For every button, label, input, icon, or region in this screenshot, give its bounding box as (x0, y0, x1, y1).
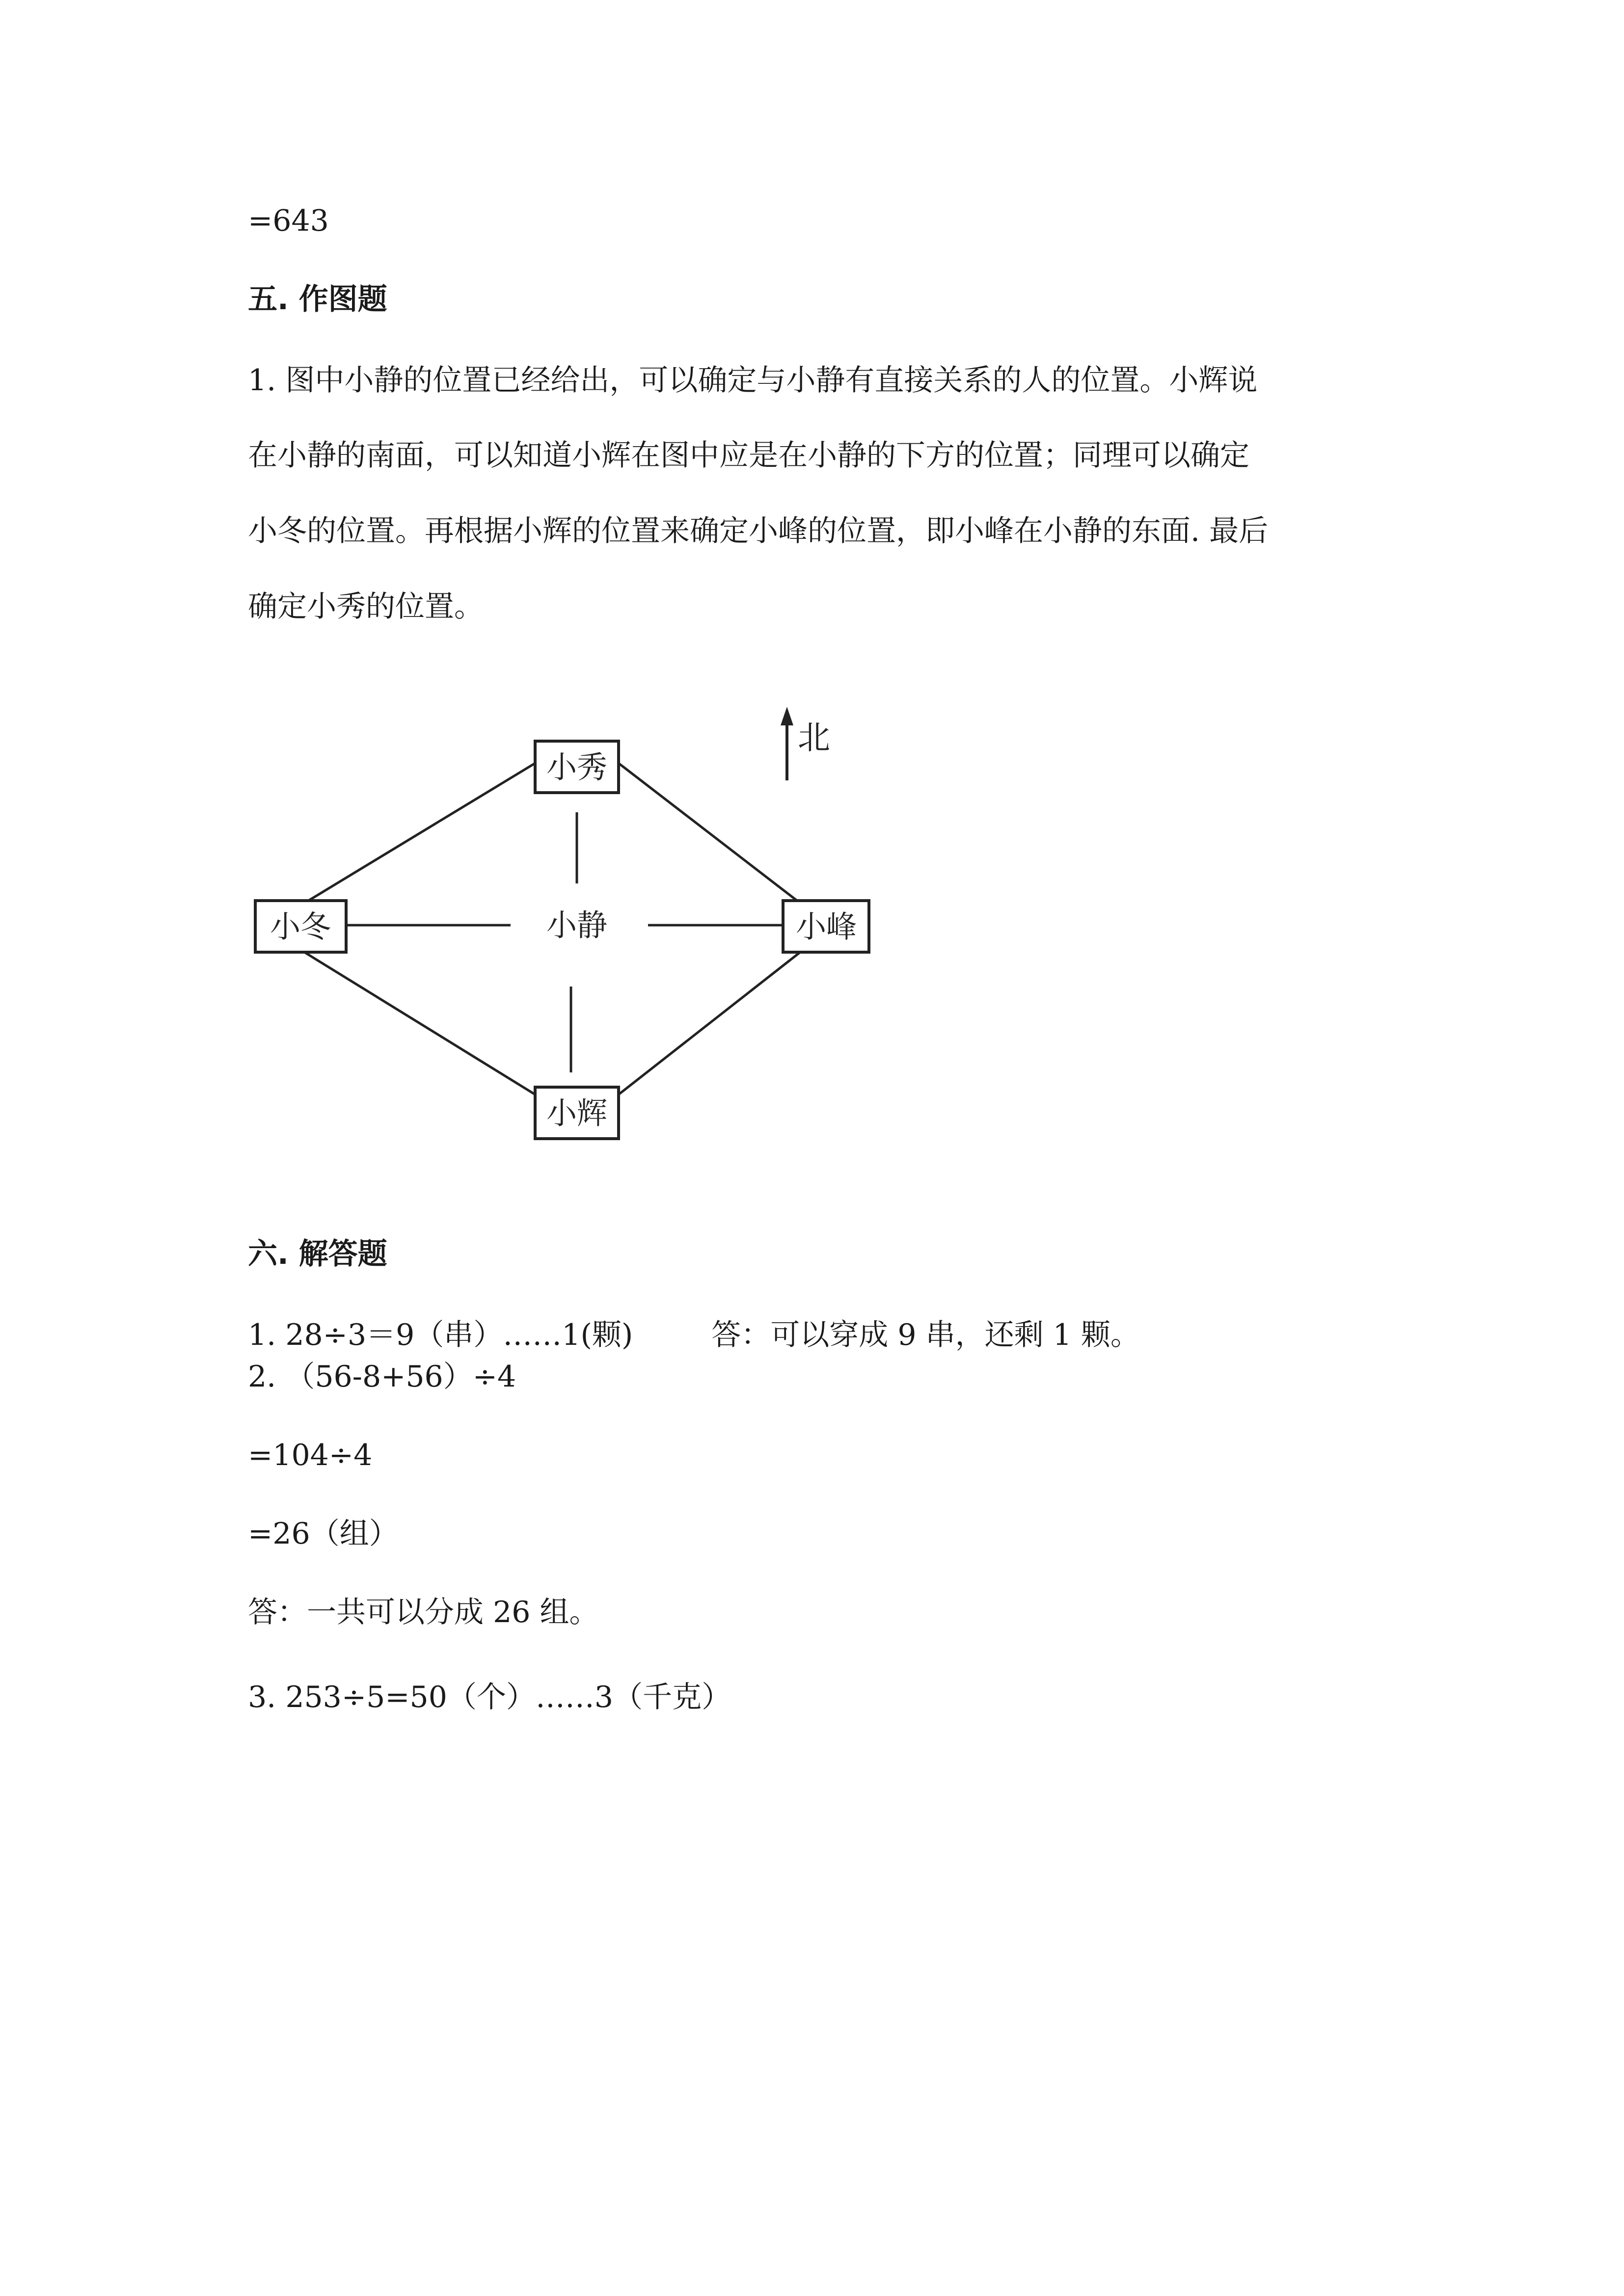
answer-1-calc: 1. 28÷3＝9（串）……1(颗) (248, 1318, 633, 1352)
answer-1-row (248, 1315, 1140, 1355)
node-feng-label: 小峰 (795, 908, 857, 945)
edge-xiu-dong (304, 763, 535, 903)
node-jing (546, 908, 607, 943)
node-jing-label: 小静 (546, 907, 608, 943)
answer-1-reply: 答：可以穿成 9 串，还剩 1 颗。 (711, 1318, 1140, 1352)
node-feng (783, 901, 869, 952)
section-heading-drawing: 五. 作图题 (248, 282, 387, 317)
node-hui-label: 小辉 (546, 1095, 608, 1131)
answer-paragraph-line-3: 小冬的位置。再根据小辉的位置来确定小峰的位置，即小峰在小静的东面. 最后 (248, 514, 1269, 548)
answer-2-result: =26（组） (248, 1517, 399, 1551)
node-xiu (535, 741, 619, 793)
node-dong (255, 901, 346, 952)
edge-feng-hui (619, 952, 800, 1095)
answer-2-step: =104÷4 (248, 1438, 373, 1472)
edge-xiu-feng (619, 763, 800, 903)
edge-dong-hui (304, 952, 535, 1095)
answer-paragraph-line-2: 在小静的南面，可以知道小辉在图中应是在小静的下方的位置；同理可以确定 (248, 438, 1249, 473)
node-dong-label: 小冬 (270, 908, 331, 945)
section-heading-answers: 六. 解答题 (248, 1237, 387, 1271)
answer-paragraph-line-1: 1. 图中小静的位置已经给出，可以确定与小静有直接关系的人的位置。小辉说 (248, 363, 1258, 398)
answer-paragraph-line-4: 确定小秀的位置。 (248, 589, 484, 624)
node-xiu-label: 小秀 (546, 749, 608, 785)
answer-2-reply: 答：一共可以分成 26 组。 (248, 1595, 599, 1629)
answer-3-calc: 3. 253÷5=50（个）……3（千克） (248, 1680, 731, 1714)
calc-result-643: =643 (248, 204, 329, 238)
answer-2-expression: 2. （56-8+56）÷4 (248, 1360, 516, 1394)
north-label: 北 (798, 719, 830, 757)
north-arrow-icon (781, 707, 793, 780)
node-hui (535, 1087, 619, 1139)
